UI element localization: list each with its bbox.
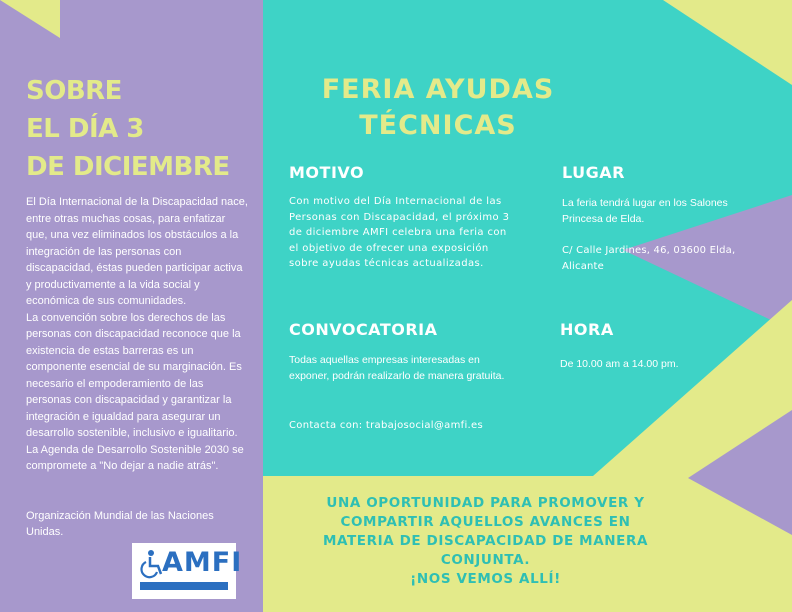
motivo-body: Con motivo del Día Internacional de las Personas con Discapacidad, el próximo 3 de diciembre AMFI celebra una feria con el objetivo de ofrecer una exposición sobre ayudas técnicas actualizadas.	[289, 196, 510, 269]
closing-line-4: CONJUNTA.	[440, 552, 531, 568]
closing-line-2: COMPARTIR AQUELLOS AVANCES EN	[340, 514, 631, 530]
hora-heading: HORA	[560, 320, 614, 339]
event-title-line-2: TÉCNICAS	[359, 110, 517, 141]
motivo-heading: MOTIVO	[289, 163, 365, 182]
contact-text: Contacta con: trabajosocial@amfi.es	[289, 420, 483, 431]
about-body	[26, 194, 248, 475]
about-source: Organización Mundial de las Naciones Unidas.	[26, 510, 214, 538]
convocatoria-body: Todas aquellas empresas interesadas en exponer, podrán realizarlo de manera gratuita.	[289, 354, 505, 382]
about-title-line-1: SOBRE	[26, 76, 122, 106]
left-panel	[0, 0, 263, 612]
event-title-line-1: FERIA AYUDAS	[321, 74, 555, 105]
closing-message	[263, 494, 708, 589]
logo-text: AMFI	[162, 547, 243, 578]
closing-line-3: MATERIA DE DISCAPACIDAD DE MANERA	[322, 533, 649, 549]
about-paragraph-1: El Día Internacional de la Discapacidad nace, entre otras muchas cosas, para enfatizar que, una vez eliminados los obstáculos a la integración de las personas con discapacidad, éstas pueden participar activa y productivamente a la vida social y económica de sus comunidades.	[26, 196, 248, 307]
about-title-line-2: EL DÍA 3	[26, 114, 144, 144]
logo-strip	[140, 582, 228, 590]
lugar-address: C/ Calle Jardines, 46, 03600 Elda, Alicante	[562, 245, 736, 272]
lugar-heading: LUGAR	[562, 163, 625, 182]
closing-line-5: ¡NOS VEMOS ALLÍ!	[410, 571, 561, 587]
right-panel	[263, 0, 792, 612]
closing-line-1: UNA OPORTUNIDAD PARA PROMOVER Y	[326, 495, 645, 511]
convocatoria-heading: CONVOCATORIA	[289, 320, 438, 339]
about-title	[26, 72, 230, 186]
amfi-logo	[132, 543, 243, 599]
lugar-body: La feria tendrá lugar en los Salones Princesa de Elda.	[562, 197, 728, 225]
hora-body: De 10.00 am a 14.00 pm.	[560, 358, 679, 370]
about-paragraph-2: La convención sobre los derechos de las personas con discapacidad reconoce que la existencia de estas barreras es un componente esencial de su marginación. Es necesario el empoderamiento de las personas con discapacidad y garantizar la integración e igualdad para asegurar un desarrollo sostenible, inclusivo e igualitario. La Agenda de Desarrollo Sostenible 2030 se compromete a "No dejar a nadie atrás".	[26, 311, 244, 472]
about-title-line-3: DE DICIEMBRE	[26, 152, 230, 182]
event-title	[263, 72, 613, 144]
